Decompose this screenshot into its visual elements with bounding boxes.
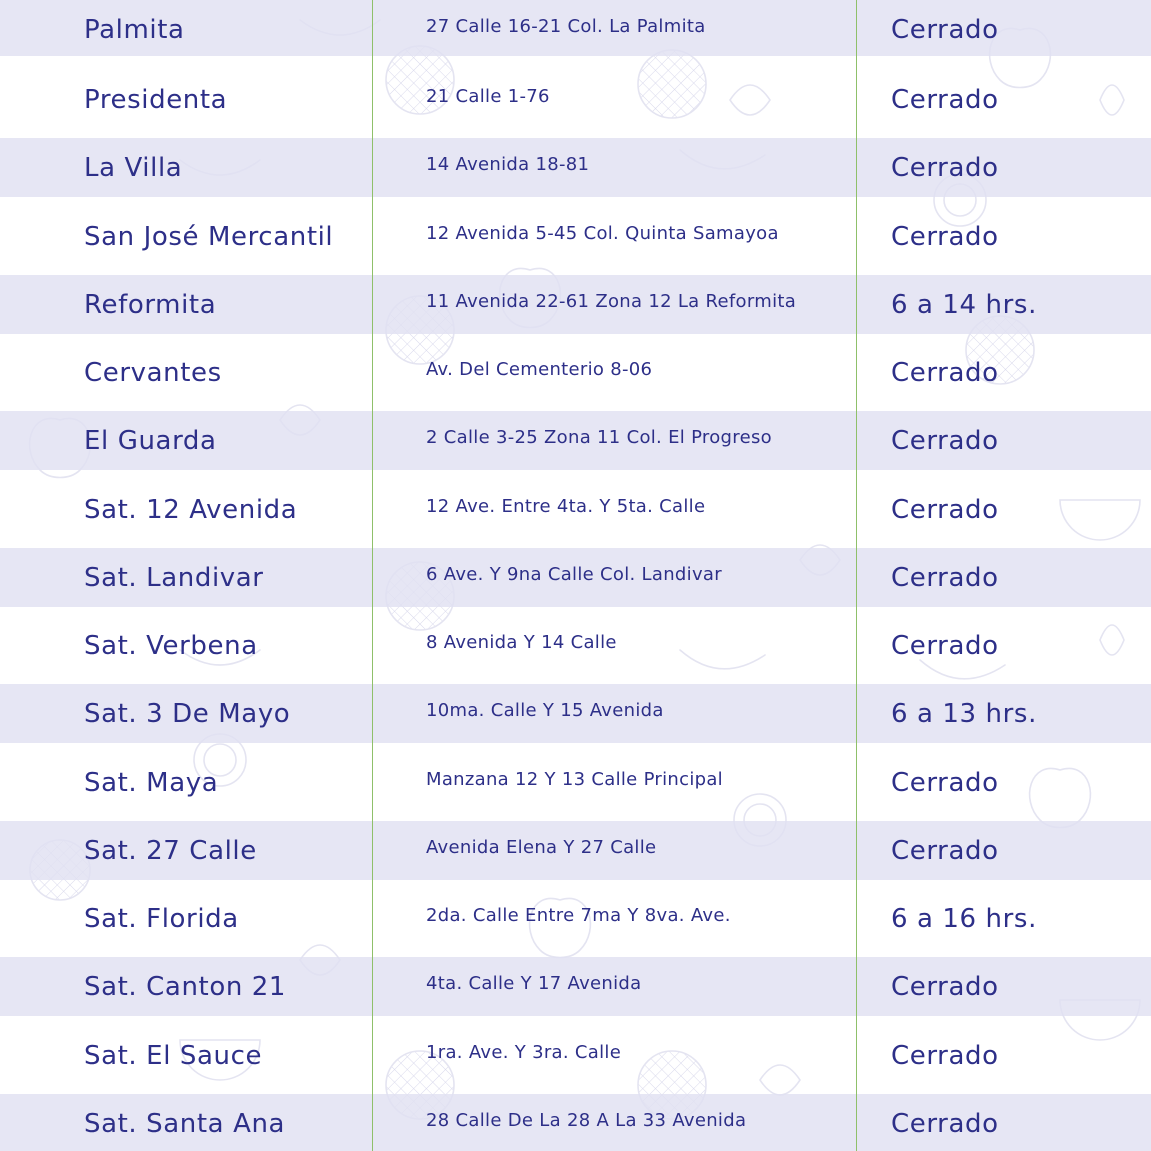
market-name: Sat. Canton 21 bbox=[84, 971, 287, 1002]
market-hours: Cerrado bbox=[891, 767, 999, 798]
market-name: La Villa bbox=[84, 152, 183, 183]
table-row bbox=[0, 1026, 1151, 1094]
table-row bbox=[0, 821, 1151, 889]
market-name: Sat. 3 De Mayo bbox=[84, 698, 291, 729]
market-name: Reformita bbox=[84, 289, 217, 320]
market-name: El Guarda bbox=[84, 425, 217, 456]
market-address: 4ta. Calle Y 17 Avenida bbox=[426, 973, 642, 994]
market-hours: 6 a 14 hrs. bbox=[891, 289, 1037, 320]
market-address: 10ma. Calle Y 15 Avenida bbox=[426, 700, 664, 721]
table-row bbox=[0, 889, 1151, 957]
market-address: 1ra. Ave. Y 3ra. Calle bbox=[426, 1042, 622, 1063]
table-row bbox=[0, 207, 1151, 275]
market-name: Presidenta bbox=[84, 84, 228, 115]
market-address: Manzana 12 Y 13 Calle Principal bbox=[426, 769, 723, 790]
market-name: Sat. 12 Avenida bbox=[84, 494, 298, 525]
market-address: 12 Avenida 5-45 Col. Quinta Samayoa bbox=[426, 223, 779, 244]
table-row bbox=[0, 684, 1151, 752]
market-hours: 6 a 13 hrs. bbox=[891, 698, 1037, 729]
market-hours: Cerrado bbox=[891, 1108, 999, 1139]
column-divider-left bbox=[372, 0, 373, 1151]
table-row bbox=[0, 548, 1151, 616]
market-name: Sat. Verbena bbox=[84, 630, 258, 661]
market-hours: Cerrado bbox=[891, 152, 999, 183]
market-hours: Cerrado bbox=[891, 221, 999, 252]
table-row bbox=[0, 70, 1151, 138]
table-row bbox=[0, 343, 1151, 411]
table-row bbox=[0, 411, 1151, 479]
table-row bbox=[0, 480, 1151, 548]
table-row bbox=[0, 1094, 1151, 1151]
market-address: 27 Calle 16-21 Col. La Palmita bbox=[426, 16, 706, 37]
market-hours: 6 a 16 hrs. bbox=[891, 903, 1037, 934]
market-address: 2da. Calle Entre 7ma Y 8va. Ave. bbox=[426, 905, 731, 926]
market-address: 28 Calle De La 28 A La 33 Avenida bbox=[426, 1110, 747, 1131]
market-address: 14 Avenida 18-81 bbox=[426, 154, 590, 175]
market-hours: Cerrado bbox=[891, 562, 999, 593]
market-name: Cervantes bbox=[84, 357, 222, 388]
table-row bbox=[0, 957, 1151, 1025]
table-row bbox=[0, 138, 1151, 206]
market-address: 2 Calle 3-25 Zona 11 Col. El Progreso bbox=[426, 427, 772, 448]
column-divider-right bbox=[856, 0, 857, 1151]
table-row bbox=[0, 0, 1151, 68]
market-hours: Cerrado bbox=[891, 835, 999, 866]
market-address: 6 Ave. Y 9na Calle Col. Landivar bbox=[426, 564, 722, 585]
market-hours: Cerrado bbox=[891, 425, 999, 456]
market-address: 21 Calle 1-76 bbox=[426, 86, 550, 107]
market-address: 8 Avenida Y 14 Calle bbox=[426, 632, 617, 653]
market-hours: Cerrado bbox=[891, 357, 999, 388]
market-name: Sat. Florida bbox=[84, 903, 239, 934]
table-row bbox=[0, 275, 1151, 343]
market-hours: Cerrado bbox=[891, 630, 999, 661]
market-name: Sat. 27 Calle bbox=[84, 835, 257, 866]
market-hours: Cerrado bbox=[891, 494, 999, 525]
table-row bbox=[0, 753, 1151, 821]
market-hours: Cerrado bbox=[891, 1040, 999, 1071]
market-name: Sat. Maya bbox=[84, 767, 219, 798]
market-hours: Cerrado bbox=[891, 971, 999, 1002]
market-address: Av. Del Cementerio 8-06 bbox=[426, 359, 653, 380]
table-row bbox=[0, 616, 1151, 684]
market-name: Sat. El Sauce bbox=[84, 1040, 263, 1071]
market-name: San José Mercantil bbox=[84, 221, 334, 252]
market-name: Sat. Landivar bbox=[84, 562, 264, 593]
market-address: 12 Ave. Entre 4ta. Y 5ta. Calle bbox=[426, 496, 706, 517]
market-name: Palmita bbox=[84, 14, 185, 45]
market-address: 11 Avenida 22-61 Zona 12 La Reformita bbox=[426, 291, 797, 312]
market-address: Avenida Elena Y 27 Calle bbox=[426, 837, 657, 858]
market-name: Sat. Santa Ana bbox=[84, 1108, 286, 1139]
market-hours: Cerrado bbox=[891, 84, 999, 115]
market-hours: Cerrado bbox=[891, 14, 999, 45]
